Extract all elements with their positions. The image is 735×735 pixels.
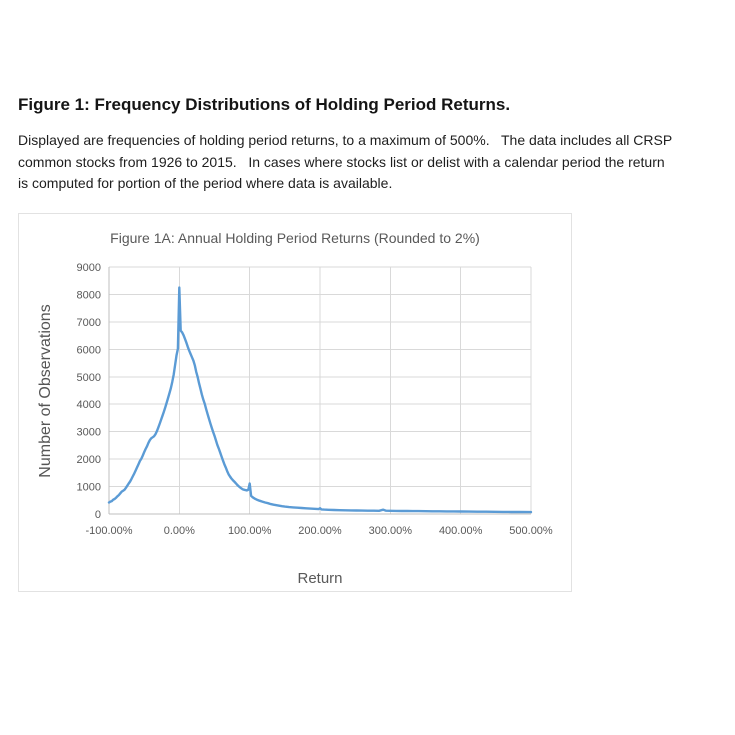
y-axis-title: Number of Observations — [37, 304, 54, 478]
x-tick-label: 100.00% — [227, 525, 272, 537]
y-tick-label: 8000 — [76, 289, 101, 302]
y-tick-label: 0 — [94, 509, 101, 521]
frequency-distribution-plot — [19, 214, 571, 591]
y-tick-label: 5000 — [76, 371, 101, 384]
x-tick-label: 400.00% — [438, 525, 483, 537]
y-tick-label: 1000 — [76, 481, 101, 494]
x-tick-label: 0.00% — [163, 525, 195, 537]
caption-line-2: common stocks from 1926 to 2015. In cases where stocks list or delist with a calendar period the return — [18, 153, 665, 170]
figure-caption — [18, 130, 672, 195]
x-tick-label: 500.00% — [509, 525, 553, 537]
y-tick-label: 6000 — [76, 344, 101, 357]
y-tick-label: 2000 — [76, 454, 101, 467]
y-tick-label: 7000 — [76, 316, 101, 329]
chart-container — [18, 213, 572, 592]
y-tick-label: 3000 — [76, 426, 101, 439]
x-tick-label: 300.00% — [368, 525, 413, 537]
figure-heading: Figure 1: Frequency Distributions of Holding Period Returns. — [18, 95, 511, 114]
caption-line-1: Displayed are frequencies of holding period returns, to a maximum of 500%. The data includes all CRSP — [18, 132, 673, 148]
x-axis-title: Return — [297, 570, 343, 587]
caption-line-3: is computed for portion of the period where data is available. — [18, 175, 393, 191]
y-tick-label: 4000 — [76, 399, 101, 412]
x-tick-label: -100.00% — [85, 525, 133, 537]
y-tick-label: 9000 — [76, 262, 101, 274]
chart-title: Figure 1A: Annual Holding Period Returns (Rounded to 2%) — [110, 230, 480, 246]
x-tick-label: 200.00% — [298, 525, 342, 537]
